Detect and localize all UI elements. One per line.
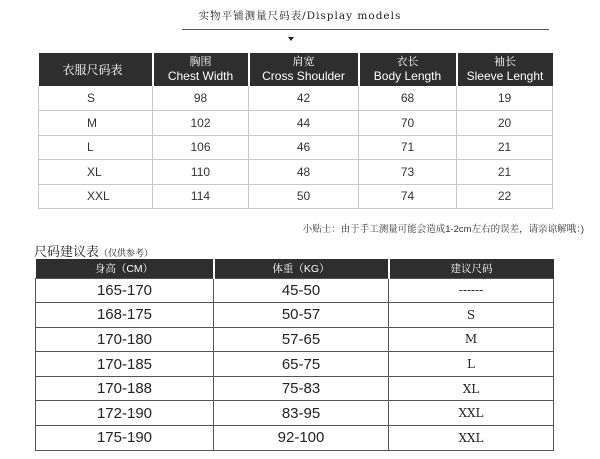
table-row [36, 376, 554, 401]
down-arrow-icon [288, 37, 294, 41]
recommend-title-note: （仅供参考） [99, 248, 154, 258]
table-cell: 170-180 [36, 327, 214, 352]
table-row [36, 303, 554, 328]
table-row [36, 327, 554, 352]
table-cell: 83-95 [214, 401, 389, 426]
table-row [36, 401, 554, 426]
table-cell: 21 [457, 135, 553, 160]
table-cell: 170-185 [36, 352, 214, 377]
title-divider [182, 29, 549, 30]
header-cell-size: 建议尺码 [389, 259, 554, 278]
table-cell: 175-190 [36, 426, 214, 451]
table-cell: 68 [359, 86, 457, 111]
table-row [39, 160, 553, 185]
header-cell-chest: 胸围 Chest Width [153, 53, 249, 86]
table-cell: 168-175 [36, 303, 214, 328]
recommend-table [35, 259, 554, 451]
header-cell-weight: 体重（KG） [214, 259, 389, 278]
table-cell: 70 [359, 111, 457, 136]
table-cell: 65-75 [214, 352, 389, 377]
table-cell: ------ [389, 278, 554, 303]
table-cell: L [39, 135, 153, 160]
table-cell: 19 [457, 86, 553, 111]
measurement-tip: 小贴士：由于手工测量可能会造成1-2cm左右的误差，请亲谅解哦：) [302, 224, 584, 235]
recommend-table-header [36, 259, 554, 278]
page-title: 实物平铺测量尺码表/Display models [198, 10, 402, 22]
table-cell: 42 [249, 86, 359, 111]
size-table [38, 53, 553, 209]
table-cell: XXL [389, 401, 554, 426]
table-cell: 50-57 [214, 303, 389, 328]
table-cell: 57-65 [214, 327, 389, 352]
table-cell: 73 [359, 160, 457, 185]
table-cell: 165-170 [36, 278, 214, 303]
recommend-title: 尺码建议表（仅供参考） [34, 244, 154, 259]
header-cell-height: 身高（CM） [36, 259, 214, 278]
table-cell: XL [389, 376, 554, 401]
table-cell: 98 [153, 86, 249, 111]
table-cell: 45-50 [214, 278, 389, 303]
header-cell-shoulder: 肩宽 Cross Shoulder [249, 53, 359, 86]
table-cell: 22 [457, 184, 553, 209]
table-cell: S [389, 303, 554, 328]
table-cell: 71 [359, 135, 457, 160]
table-row [39, 184, 553, 209]
table-cell: 106 [153, 135, 249, 160]
table-row [39, 86, 553, 111]
table-cell: L [389, 352, 554, 377]
table-row [39, 135, 553, 160]
table-cell: 74 [359, 184, 457, 209]
table-row [36, 352, 554, 377]
table-row [39, 111, 553, 136]
table-row [36, 426, 554, 451]
table-cell: 20 [457, 111, 553, 136]
table-cell: 46 [249, 135, 359, 160]
table-cell: 44 [249, 111, 359, 136]
table-cell: S [39, 86, 153, 111]
table-cell: 50 [249, 184, 359, 209]
size-table-header [39, 53, 553, 86]
table-cell: XXL [39, 184, 153, 209]
table-cell: 110 [153, 160, 249, 185]
table-cell: XXL [389, 426, 554, 451]
header-cell-sleeve: 袖长 Sleeve Lenght [457, 53, 553, 86]
table-cell: 102 [153, 111, 249, 136]
table-cell: M [389, 327, 554, 352]
table-cell: 170-188 [36, 376, 214, 401]
table-row [36, 278, 554, 303]
table-cell: 75-83 [214, 376, 389, 401]
table-cell: 114 [153, 184, 249, 209]
table-cell: 92-100 [214, 426, 389, 451]
header-cell-size: 衣服尺码表 [39, 53, 153, 86]
table-cell: 172-190 [36, 401, 214, 426]
table-cell: 48 [249, 160, 359, 185]
table-cell: M [39, 111, 153, 136]
header-cell-length: 衣长 Body Length [359, 53, 457, 86]
table-cell: XL [39, 160, 153, 185]
table-cell: 21 [457, 160, 553, 185]
